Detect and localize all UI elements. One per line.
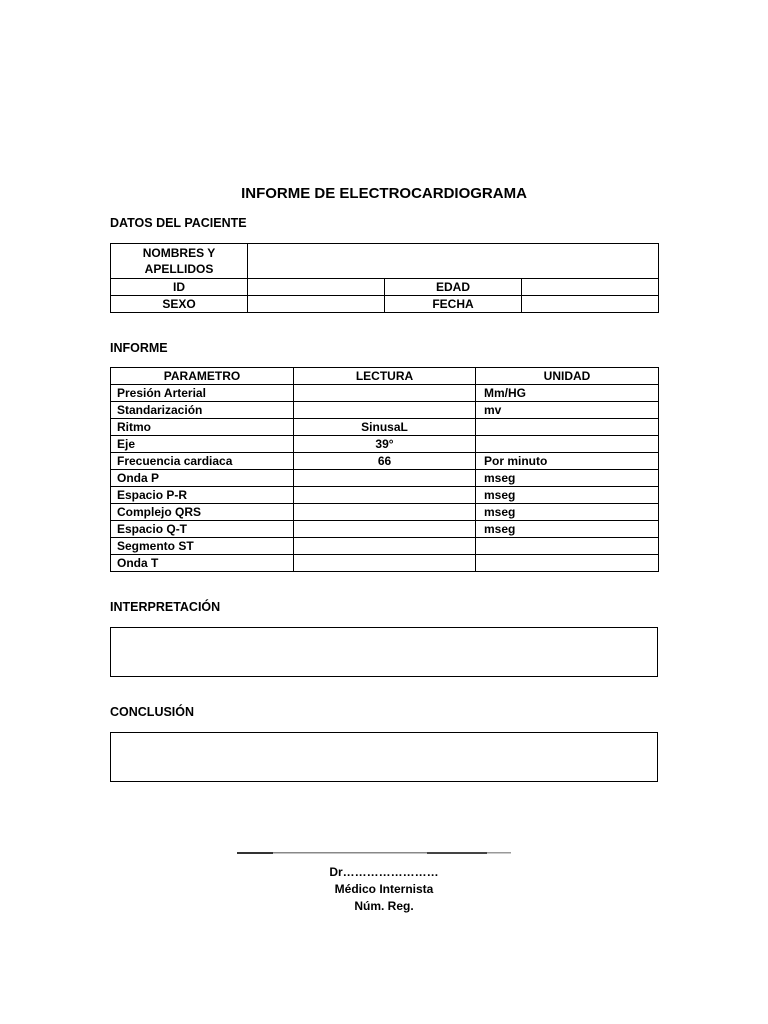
interpretation-box[interactable]: [110, 627, 658, 677]
reading-cell: [294, 521, 476, 538]
id-label: ID: [111, 279, 248, 296]
age-label: EDAD: [385, 279, 522, 296]
column-header-unit: UNIDAD: [476, 368, 659, 385]
unit-cell: Mm/HG: [476, 385, 659, 402]
report-table: [110, 367, 659, 572]
table-row: [111, 436, 659, 453]
name-field[interactable]: [248, 244, 659, 279]
parameter-cell: Standarización: [111, 402, 294, 419]
table-row: [111, 385, 659, 402]
table-row: [111, 470, 659, 487]
unit-cell: Por minuto: [476, 453, 659, 470]
unit-cell: [476, 436, 659, 453]
conclusion-heading: CONCLUSIÓN: [110, 705, 195, 719]
reading-cell: 66: [294, 453, 476, 470]
reading-cell: [294, 555, 476, 572]
table-row: [111, 244, 659, 279]
parameter-cell: Frecuencia cardiaca: [111, 453, 294, 470]
reading-cell: [294, 402, 476, 419]
unit-cell: mseg: [476, 504, 659, 521]
unit-cell: mseg: [476, 521, 659, 538]
parameter-cell: Ritmo: [111, 419, 294, 436]
parameter-cell: Complejo QRS: [111, 504, 294, 521]
sex-label: SEXO: [111, 296, 248, 313]
table-row: [111, 504, 659, 521]
reading-cell: [294, 504, 476, 521]
patient-data-table: [110, 243, 659, 313]
conclusion-box[interactable]: [110, 732, 658, 782]
report-section-heading: INFORME: [110, 341, 168, 355]
sex-field[interactable]: [248, 296, 385, 313]
table-row: [111, 279, 659, 296]
parameter-cell: Presión Arterial: [111, 385, 294, 402]
signature-registry: Núm. Reg.: [354, 899, 414, 913]
parameter-cell: Eje: [111, 436, 294, 453]
table-row: [111, 555, 659, 572]
unit-cell: mseg: [476, 470, 659, 487]
date-label: FECHA: [385, 296, 522, 313]
signature-line: [237, 852, 511, 854]
page-title: INFORME DE ELECTROCARDIOGRAMA: [241, 185, 527, 202]
parameter-cell: Segmento ST: [111, 538, 294, 555]
signature-role: Médico Internista: [334, 882, 434, 896]
parameter-cell: Onda T: [111, 555, 294, 572]
signature-doctor: Dr……………………: [329, 865, 439, 879]
reading-cell: [294, 470, 476, 487]
name-label: NOMBRES Y APELLIDOS: [111, 244, 248, 279]
age-field[interactable]: [522, 279, 659, 296]
interpretation-heading: INTERPRETACIÓN: [110, 600, 221, 614]
parameter-cell: Espacio P-R: [111, 487, 294, 504]
unit-cell: mv: [476, 402, 659, 419]
patient-section-heading: DATOS DEL PACIENTE: [110, 216, 247, 230]
id-field[interactable]: [248, 279, 385, 296]
unit-cell: [476, 419, 659, 436]
column-header-reading: LECTURA: [294, 368, 476, 385]
unit-cell: [476, 538, 659, 555]
parameter-cell: Espacio Q-T: [111, 521, 294, 538]
table-row: [111, 453, 659, 470]
table-row: [111, 521, 659, 538]
reading-cell: [294, 538, 476, 555]
unit-cell: [476, 555, 659, 572]
parameter-cell: Onda P: [111, 470, 294, 487]
table-header-row: [111, 368, 659, 385]
column-header-parameter: PARAMETRO: [111, 368, 294, 385]
reading-cell: 39°: [294, 436, 476, 453]
date-field[interactable]: [522, 296, 659, 313]
table-row: [111, 538, 659, 555]
table-row: [111, 296, 659, 313]
table-row: [111, 402, 659, 419]
reading-cell: [294, 487, 476, 504]
reading-cell: [294, 385, 476, 402]
reading-cell: SinusaL: [294, 419, 476, 436]
unit-cell: mseg: [476, 487, 659, 504]
table-row: [111, 487, 659, 504]
table-row: [111, 419, 659, 436]
